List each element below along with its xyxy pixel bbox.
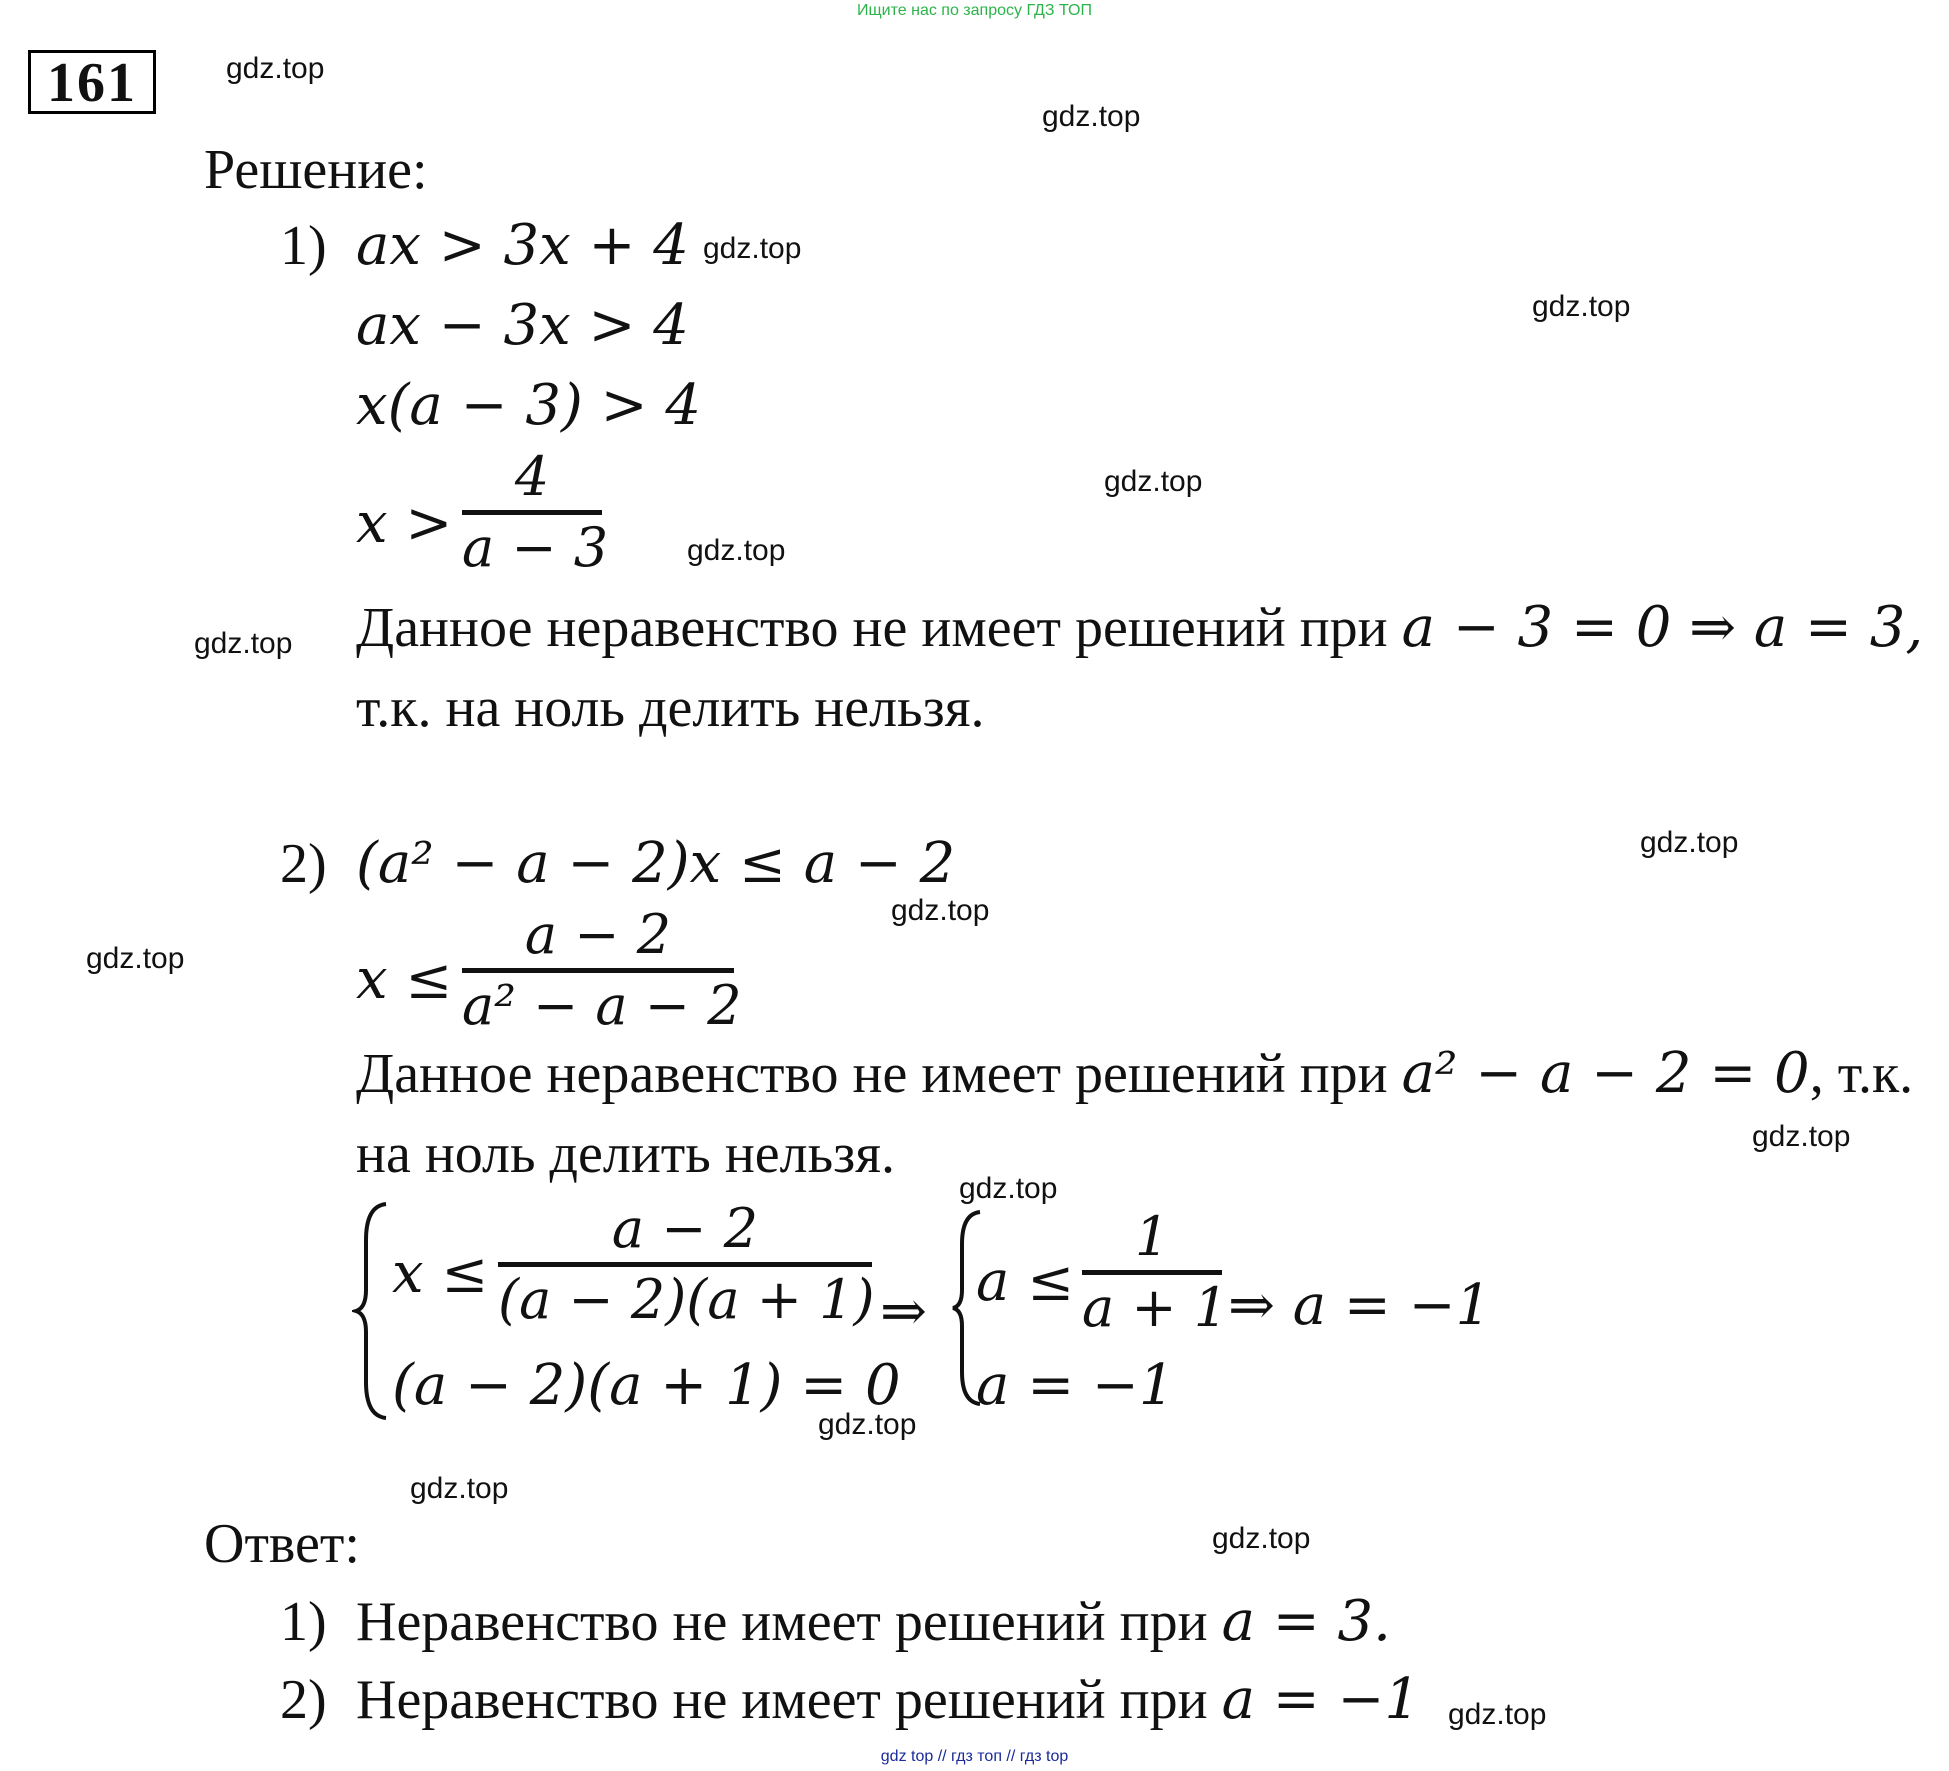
watermark: gdz.top [86,942,185,975]
answer2 [356,1668,1420,1732]
part1-line-1: ax > 3x + 4 [356,213,689,278]
explanation-text-tail: , т.к. [1809,1043,1914,1105]
explanation-text: Данное неравенство не имеет решений при [356,1043,1402,1105]
system1-fraction [498,1197,875,1331]
watermark: gdz.top [818,1408,917,1441]
watermark: gdz.top [959,1172,1058,1205]
part1-frac-prefix: x > [356,491,453,556]
system2-fraction [1082,1205,1229,1339]
fraction-denominator: a − 3 [462,516,609,579]
part1-line-3: x(a − 3) > 4 [356,373,701,438]
fraction-numerator: 4 [514,445,550,508]
part2-line-1: (a² − a − 2)x ≤ a − 2 [356,831,956,896]
watermark: gdz.top [410,1472,509,1505]
watermark: gdz.top [1104,465,1203,498]
answer-math: a = −1 [1221,1667,1421,1732]
answer-text: Неравенство не имеет решений при [356,1591,1222,1653]
answer1-label: 1) [280,1591,327,1653]
watermark: gdz.top [194,627,293,660]
part1-label: 1) [280,215,327,277]
fraction-numerator: a − 2 [524,903,672,966]
bottom-note: gdz top // гдз топ // гдз top [880,1748,1069,1765]
part2-label: 2) [280,833,327,895]
explanation-math: a² − a − 2 = 0 [1401,1041,1810,1106]
fraction-bar [462,968,734,973]
answer-math: a = 3. [1221,1589,1391,1654]
watermark: gdz.top [1448,1698,1547,1731]
watermark: gdz.top [703,232,802,265]
system2-row2: a = −1 [976,1353,1175,1418]
fraction-denominator: a² − a − 2 [462,974,742,1037]
system1-row2: (a − 2)(a + 1) = 0 [392,1353,901,1418]
watermark: gdz.top [1532,290,1631,323]
watermark: gdz.top [1212,1522,1311,1555]
answer1 [356,1590,1391,1654]
system2-prefix: a ≤ [976,1249,1075,1314]
fraction-bar [462,510,602,515]
watermark: gdz.top [1042,100,1141,133]
watermark: gdz.top [1640,826,1739,859]
watermark: gdz.top [226,52,325,85]
part1-explanation-line2: т.к. на ноль делить нельзя. [356,677,985,739]
fraction-denominator: (a − 2)(a + 1) [498,1268,875,1331]
answer-heading: Ответ: [204,1513,360,1575]
solution-heading: Решение: [204,139,428,201]
fraction-numerator: 1 [1134,1205,1170,1268]
watermark: gdz.top [891,894,990,927]
explanation-math: a − 3 = 0 ⇒ a = 3, [1401,595,1924,660]
system-result: ⇒ a = −1 [1228,1273,1492,1338]
part2-explanation-line2: на ноль делить нельзя. [356,1123,895,1185]
part1-explanation-line1 [356,596,1923,660]
implies-arrow: ⇒ [880,1279,927,1344]
watermark: gdz.top [1752,1120,1851,1153]
answer2-label: 2) [280,1669,327,1731]
answer-text: Неравенство не имеет решений при [356,1669,1222,1731]
watermark: gdz.top [687,534,786,567]
part2-frac-prefix: x ≤ [356,947,453,1012]
fraction-denominator: a + 1 [1082,1276,1229,1339]
fraction-bar [498,1262,872,1267]
fraction-bar [1082,1270,1222,1275]
top-search-note: Ищите нас по запросу ГДЗ ТОП [857,2,1092,19]
fraction-numerator: a − 2 [611,1197,759,1260]
part1-line-2: ax − 3x > 4 [356,293,689,358]
system1-prefix: x ≤ [392,1241,489,1306]
part1-fraction [462,445,609,579]
explanation-text: Данное неравенство не имеет решений при [356,597,1402,659]
problem-number-box: 161 [28,50,156,114]
part2-explanation-line1 [356,1042,1913,1106]
part2-fraction [462,903,742,1037]
system-brace-left [352,1200,392,1422]
